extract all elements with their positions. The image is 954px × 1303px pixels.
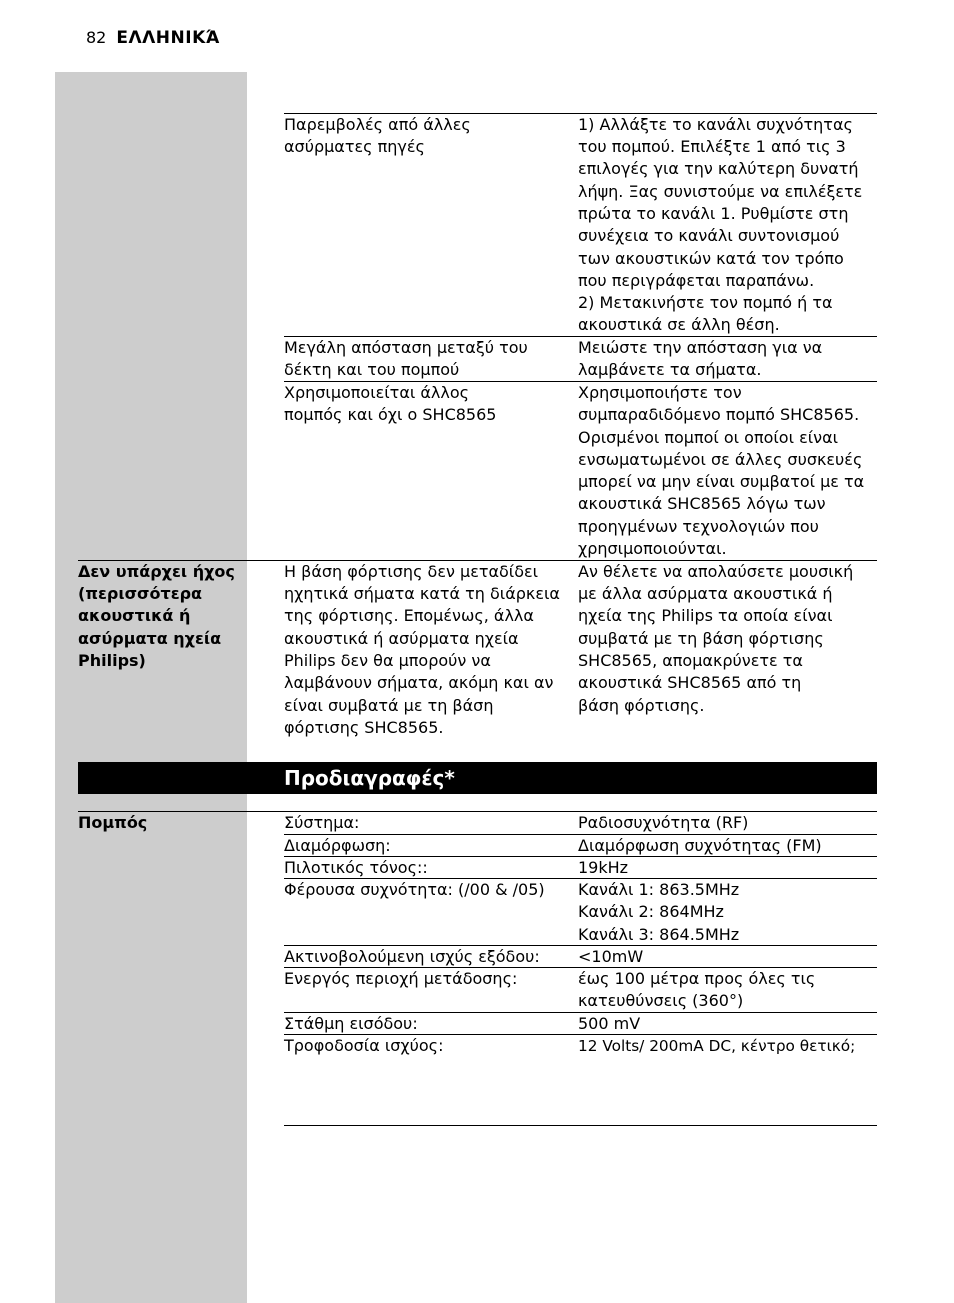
spec-value: Κανάλι 2: 864MHz [578,902,724,921]
solution-text: 1) Αλλάξτε το κανάλι συχνότητας [578,115,853,134]
solution-text: που περιγράφεται παραπάνω. [578,271,815,290]
solution-text: βάση φόρτισης. [578,696,705,715]
spec-value: κατευθύνσεις (360°) [578,991,744,1010]
language-label: ΕΛΛΗΝΙΚΆ [116,28,220,48]
spec-value: Κανάλι 3: 864.5MHz [578,925,740,944]
spec-value: 12 Volts/ 200mA DC, κέντρο θετικό; [578,1037,856,1055]
solution-text: πρώτα το κανάλι 1. Ρυθμίστε στη [578,204,849,223]
cause-text: της φόρτισης. Επομένως, άλλα [284,606,534,625]
spec-value: Διαμόρφωση συχνότητας (FM) [578,836,822,855]
spec-label: Πιλοτικός τόνος:: [284,858,428,877]
spec-value: Ραδιοσυχνότητα (RF) [578,813,749,832]
solution-text: Αν θέλετε να απολαύσετε μουσική [578,562,854,581]
cause-text: λαμβάνουν σήματα, ακόμη και αν [284,673,554,692]
section-title: Προδιαγραφές* [284,766,455,790]
cause-text: δέκτη και του πομπού [284,360,460,379]
spec-value: Κανάλι 1: 863.5MHz [578,880,740,899]
solution-text: Ορισμένοι πομποί οι οποίοι είναι [578,428,839,447]
page-number: 82 [86,28,107,47]
table-end-rule [284,1125,877,1126]
cause-text: Παρεμβολές από άλλες [284,115,471,134]
cause-text: είναι συμβατά με τη βάση [284,696,494,715]
cause-text: Philips δεν θα μπορούν να [284,651,491,670]
solution-text: με άλλα ασύρματα ακουστικά ή [578,584,833,603]
spec-label: Στάθμη εισόδου: [284,1014,418,1033]
solution-text: ακουστικά SHC8565 από τη [578,673,802,692]
problem-text: ακουστικά ή [78,606,191,625]
problem-text: Δεν υπάρχει ήχος [78,562,235,581]
solution-text: ακουστικά SHC8565 λόγω των [578,494,826,513]
spec-label: Φέρουσα συχνότητα: (/00 & /05) [284,880,545,899]
solution-text: μπορεί να μην είναι συμβατοί με τα [578,472,865,491]
solution-text: του πομπού. Επιλέξτε 1 από τις 3 [578,137,846,156]
problem-text: ασύρματα ηχεία [78,629,222,648]
spec-label: Σύστημα: [284,813,360,832]
solution-text: χρησιμοποιούνται. [578,539,727,558]
cause-text: ασύρματες πηγές [284,137,425,156]
cause-text: Μεγάλη απόσταση μεταξύ του [284,338,528,357]
solution-text: 2) Μετακινήστε τον πομπό ή τα [578,293,833,312]
spec-value: <10mW [578,947,644,966]
page-header [86,27,220,49]
solution-text: Μειώστε την απόσταση για να [578,338,823,357]
solution-text: Χρησιμοποιήστε τον [578,383,742,402]
cause-text: πομπός και όχι ο SHC8565 [284,405,497,424]
solution-text: προηγμένων τεχνολογιών που [578,517,819,536]
solution-text: λήψη. Ξας συνιστούμε να επιλέξετε [578,182,863,201]
problem-text: Philips) [78,651,146,670]
cause-text: ηχητικά σήματα κατά τη διάρκεια [284,584,560,603]
solution-text: συμβατά με τη βάση φόρτισης [578,629,824,648]
spec-label: Τροφοδοσία ισχύος: [284,1036,444,1055]
spec-label: Διαμόρφωση: [284,836,391,855]
spec-value: έως 100 μέτρα προς όλες τις [578,969,816,988]
section-divider [78,811,877,812]
solution-text: ενσωματωμένοι σε άλλες συσκευές [578,450,863,469]
solution-text: SHC8565, απομακρύνετε τα [578,651,803,670]
cause-text: φόρτισης SHC8565. [284,718,444,737]
cause-text: Χρησιμοποιείται άλλος [284,383,470,402]
solution-text: των ακουστικών κατά τον τρόπο [578,249,844,268]
spec-value: 19kHz [578,858,629,877]
section-title-band [78,762,877,794]
spec-group-label: Πομπός [78,813,148,832]
solution-text: συμπαραδιδόμενο πομπό SHC8565. [578,405,860,424]
sidebar-panel [55,72,247,1303]
solution-text: επιλογές για την καλύτερη δυνατή [578,159,859,178]
solution-text: ηχεία της Philips τα οποία είναι [578,606,833,625]
problem-text: (περισσότερα [78,584,203,603]
spec-label: Ακτινοβολούμενη ισχύς εξόδου: [284,947,540,966]
spec-label: Ενεργός περιοχή μετάδοσης: [284,969,518,988]
solution-text: λαμβάνετε τα σήματα. [578,360,762,379]
spec-value: 500 mV [578,1014,641,1033]
solution-text: ακουστικά σε άλλη θέση. [578,315,780,334]
cause-text: Η βάση φόρτισης δεν μεταδίδει [284,562,539,581]
solution-text: συνέχεια το κανάλι συντονισμού [578,226,840,245]
cause-text: ακουστικά ή ασύρματα ηχεία [284,629,519,648]
